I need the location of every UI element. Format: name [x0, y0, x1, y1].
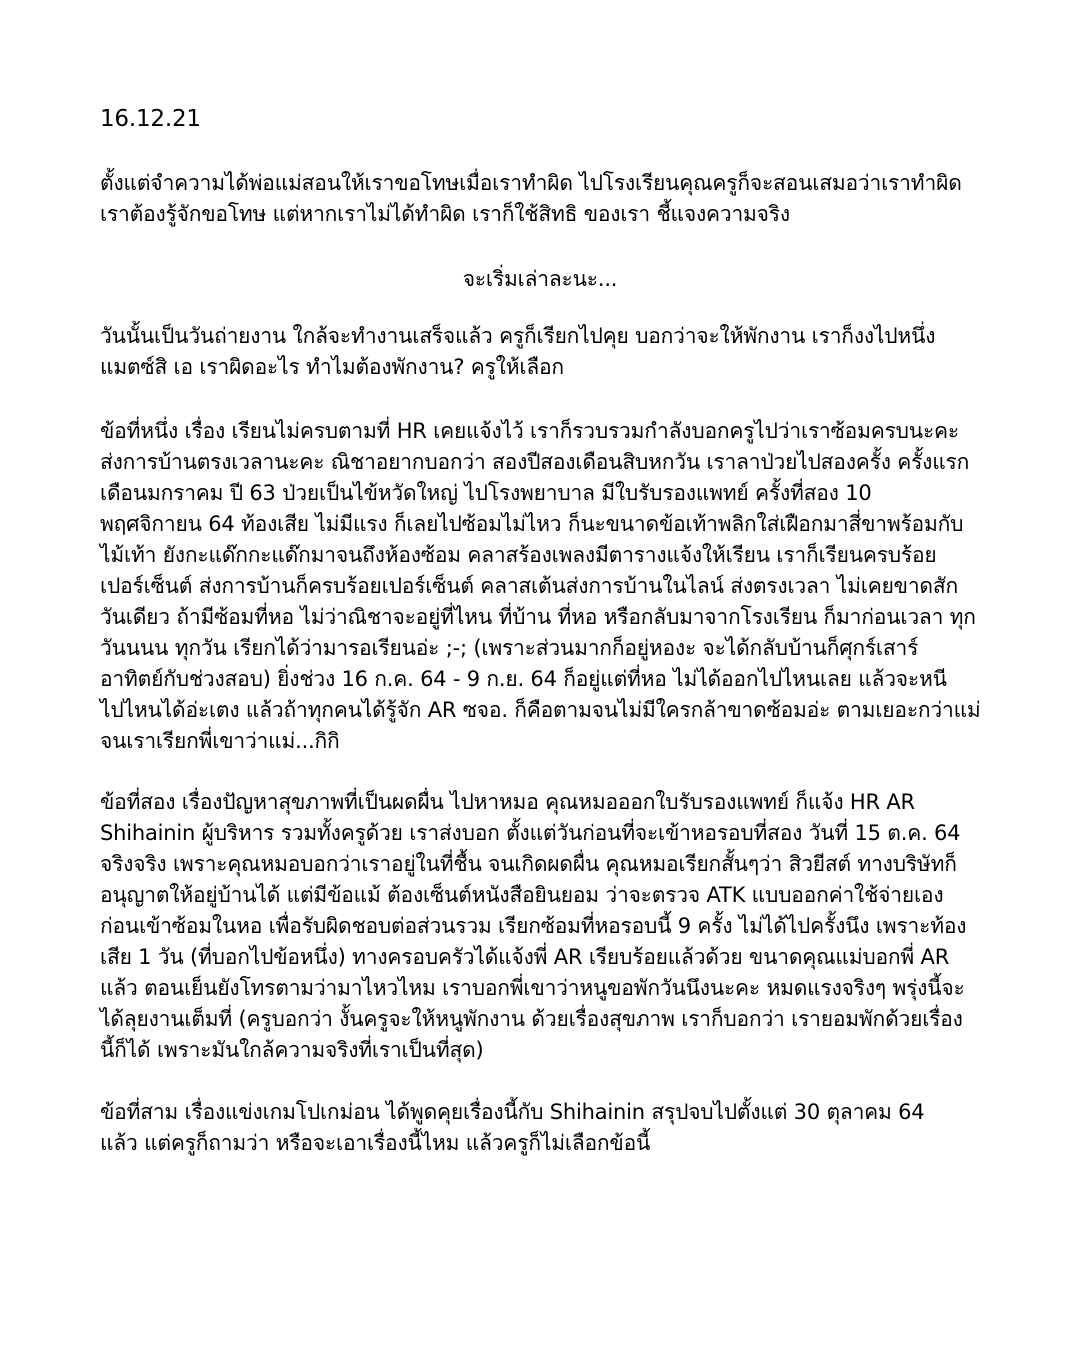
point1-line-10: ไปไหนได้อ่ะเตง แล้วถ้าทุกคนได้รู้จัก AR ซจอ. ก็คือตามจนไม่มีใครกล้าขาดซ้อมอ่ะ ตามเยอะกว่าแม่ — [100, 698, 981, 722]
point1-line-8: วันนนน ทุกวัน เรียกได้ว่ามารอเรียนอ่ะ ;-; (เพราะส่วนมากก็อยู่หองะ จะได้กลับบ้านก็ศุกร์เสาร์ — [100, 636, 919, 660]
intro-line-1: ตั้งแต่จำความได้พ่อแม่สอนให้เราขอโทษเมื่อเราทำผิด ไปโรงเรียนคุณครูก็จะสอนเสมอว่าเราทำผิด — [100, 171, 962, 195]
point1-line-4: พฤศจิกายน 64 ท้องเสีย ไม่มีแรง ก็เลยไปซ้อมไม่ไหว ก็นะขนาดข้อเท้าพลิกใส่เฝือกมาสี่ขาพร้อมกับ — [100, 512, 964, 536]
point3-line-1: ข้อที่สาม เรื่องแข่งเกมโปเกม่อน ได้พูดคุยเรื่องนี้กับ Shihainin สรุปจบไปตั้งแต่ 30 ตุลาคม 64 — [100, 1100, 925, 1124]
point2-line-2: Shihainin ผู้บริหาร รวมทั้งครูด้วย เราส่งบอก ตั้งแต่วันก่อนที่จะเข้าหอรอบที่สอง วันที่ 15 ต.ค. 64 — [100, 821, 961, 845]
point1-line-5: ไม้เท้า ยังกะแด๊กกะแด๊กมาจนถึงห้องซ้อม คลาสร้องเพลงมีตารางแจ้งให้เรียน เราก็เรียนครบร้อย — [100, 543, 937, 567]
intro-line-2: เราต้องรู้จักขอโทษ แต่หากเราไม่ได้ทำผิด เราก็ใช้สิทธิ ของเรา ชี้แจงความจริง — [100, 202, 790, 226]
point2-line-6: เสีย 1 วัน (ที่บอกไปข้อหนึ่ง) ทางครอบครัวได้แจ้งพี่ AR เรียบร้อยแล้วด้วย ขนาดคุณแม่บอกพี่ AR — [100, 945, 950, 969]
story-line-2: แมตซ์สิ เอ เราผิดอะไร ทำไมต้องพักงาน? ครูให้เลือก — [100, 355, 564, 379]
start-line: จะเริ่มเล่าละนะ... — [462, 267, 618, 291]
point1-line-11: จนเราเรียกพี่เขาว่าแม่...กิกิ — [100, 729, 340, 753]
point2-line-7: แล้ว ตอนเย็นยังโทรตามว่ามาไหวไหม เราบอกพี่เขาว่าหนูขอพักวันนึงนะคะ หมดแรงจริงๆ พรุ่งนี้จะ — [100, 976, 965, 1000]
date-line: 16.12.21 — [100, 106, 201, 132]
point2-line-4: อนุญาตให้อยู่บ้านได้ แต่มีข้อแม้ ต้องเซ็นต์หนังสือยินยอม ว่าจะตรวจ ATK แบบออกค่าใช้จ่ายเอง — [100, 883, 944, 907]
point2-line-1: ข้อที่สอง เรื่องปัญหาสุขภาพที่เป็นผดผื่น ไปหาหมอ คุณหมอออกใบรับรองแพทย์ ก็แจ้ง HR AR — [100, 790, 915, 814]
story-line-1: วันนั้นเป็นวันถ่ายงาน ใกล้จะทำงานเสร็จแล้ว ครูก็เรียกไปคุย บอกว่าจะให้พักงาน เราก็งงไปหนึ่ง — [100, 324, 936, 348]
point1-line-1: ข้อที่หนึ่ง เรื่อง เรียนไม่ครบตามที่ HR เคยแจ้งไว้ เราก็รวบรวมกำลังบอกครูไปว่าเราซ้อมครบนะคะ — [100, 419, 959, 443]
point3-line-2: แล้ว แต่ครูก็ถามว่า หรือจะเอาเรื่องนี้ไหม แล้วครูก็ไม่เลือกข้อนี้ — [100, 1131, 651, 1155]
point1-line-7: วันเดียว ถ้ามีซ้อมที่หอ ไม่ว่าณิชาจะอยู่ที่ไหน ที่บ้าน ที่หอ หรือกลับมาจากโรงเรียน ก็มาก่อนเวลา ทุก — [100, 605, 976, 629]
point1-line-9: อาทิตย์กับช่วงสอบ) ยิ่งช่วง 16 ก.ค. 64 - 9 ก.ย. 64 ก็อยู่แต่ที่หอ ไม่ได้ออกไปไหนเลย แล้วจะหนี — [100, 667, 947, 691]
point1-line-6: เปอร์เซ็นต์ ส่งการบ้านก็ครบร้อยเปอร์เซ็นต์ คลาสเต้นส่งการบ้านในไลน์ ส่งตรงเวลา ไม่เคยขาดสัก — [100, 574, 959, 598]
point2-line-3: จริงจริง เพราะคุณหมอบอกว่าเราอยู่ในที่ชื้น จนเกิดผดผื่น คุณหมอเรียกสั้นๆว่า สิวยีสต์ ทางบริษัทก็ — [100, 852, 957, 876]
point2-line-9: นี้ก็ได้ เพราะมันใกล้ความจริงที่เราเป็นที่สุด) — [100, 1038, 484, 1062]
point1-line-2: ส่งการบ้านตรงเวลานะคะ ณิชาอยากบอกว่า สองปีสองเดือนสิบหกวัน เราลาป่วยไปสองครั้ง ครั้งแรก — [100, 450, 970, 474]
point2-line-5: ก่อนเข้าซ้อมในหอ เพื่อรับผิดชอบต่อส่วนรวม เรียกซ้อมที่หอรอบนี้ 9 ครั้ง ไม่ได้ไปครั้งนึง เพราะท้อง — [100, 914, 967, 938]
point2-line-8: ได้ลุยงานเต็มที่ (ครูบอกว่า งั้นครูจะให้หนูพักงาน ด้วยเรื่องสุขภาพ เราก็บอกว่า เรายอมพักด้วยเรื่อง — [100, 1007, 963, 1031]
point1-line-3: เดือนมกราคม ปี 63 ป่วยเป็นไข้หวัดใหญ่ ไปโรงพยาบาล มีใบรับรองแพทย์ ครั้งที่สอง 10 — [100, 481, 872, 505]
